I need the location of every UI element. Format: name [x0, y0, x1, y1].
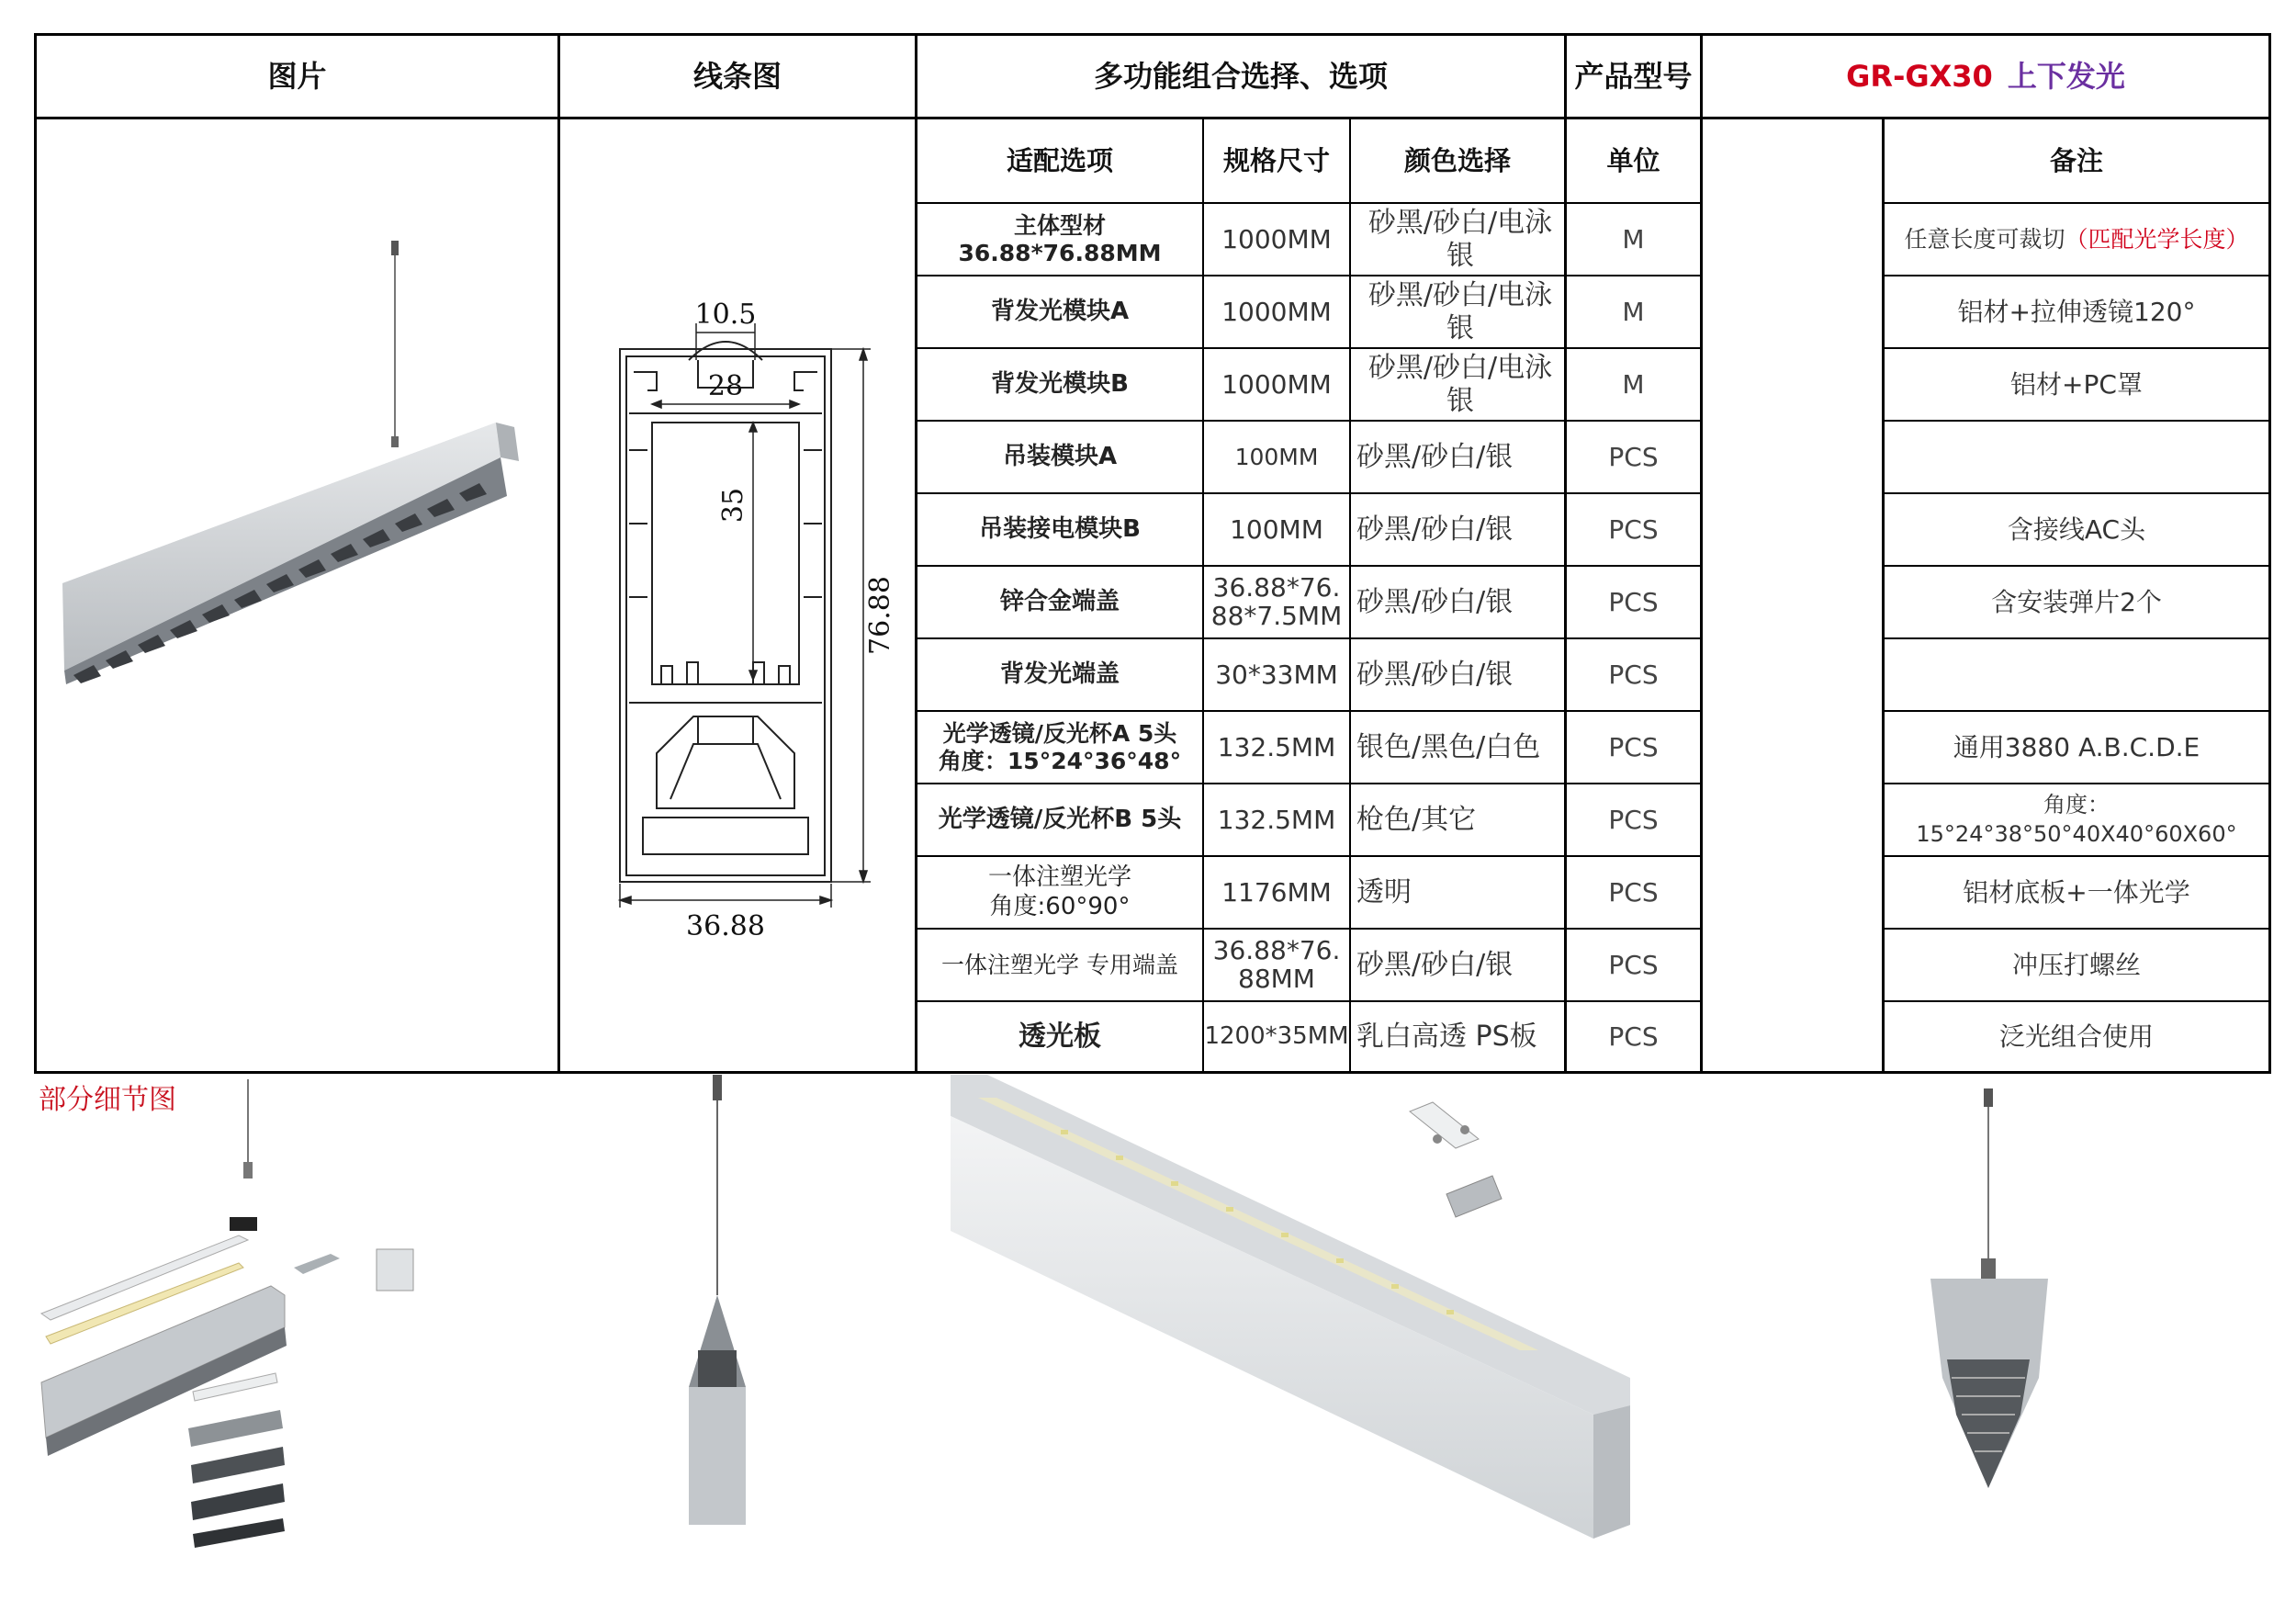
- vline-model: [1700, 33, 1703, 1074]
- row-remark-text: 任意长度可裁切: [1904, 225, 2065, 253]
- row-color: 砂黑/砂白/银: [1356, 658, 1514, 691]
- row-color: 砂黑/砂白/银: [1356, 513, 1514, 546]
- row-option: 光学透镜/反光杯A 5头 角度：15°24°36°48°: [938, 719, 1182, 774]
- row-remark: [1885, 204, 2268, 275]
- row-color: 砂黑/砂白/电泳银: [1367, 351, 1553, 417]
- row-option: 吊装接电模块B: [979, 514, 1141, 543]
- row-size: 100MM: [1230, 513, 1323, 545]
- subheader-unit: 单位: [1606, 144, 1660, 176]
- row-size: 100MM: [1234, 443, 1319, 470]
- model-title: [1703, 36, 2268, 117]
- row-option: 锌合金端盖: [999, 587, 1120, 615]
- row-option: 光学透镜/反光杯B 5头: [938, 805, 1182, 833]
- row-unit: PCS: [1608, 949, 1659, 980]
- pendant-perspective-view: [1910, 1084, 2076, 1497]
- dim-inner-width: 28: [707, 370, 744, 402]
- bar-closeup: [951, 1075, 1639, 1552]
- row-unit: PCS: [1608, 513, 1659, 545]
- table-border-bottom: [34, 1071, 2271, 1074]
- row-size: 1176MM: [1221, 876, 1332, 908]
- subheader-color: 颜色选择: [1403, 144, 1511, 176]
- row-option: 主体型材36.88*76.88MM: [958, 211, 1162, 266]
- row-unit: M: [1622, 296, 1645, 327]
- row-option: 一体注塑光学 角度:60°90°: [987, 863, 1131, 920]
- row-size: 1000MM: [1221, 296, 1332, 327]
- row-option: 背发光端盖: [999, 660, 1120, 688]
- exploded-view: [37, 1079, 441, 1557]
- model-code: GR-GX30: [1846, 58, 1993, 94]
- row-color: 透明: [1356, 875, 1412, 908]
- row-size: 1000MM: [1221, 223, 1332, 254]
- subheader-option: 适配选项: [1006, 144, 1113, 176]
- row-remark: 铝材+PC罩: [2010, 368, 2143, 400]
- model-desc: 上下发光: [2007, 58, 2125, 94]
- row-remark: 含接线AC头: [2007, 513, 2146, 545]
- row-remark: 含安装弹片2个: [1991, 586, 2162, 617]
- row-unit: M: [1622, 223, 1645, 254]
- row-color: 银色/黑色/白色: [1356, 730, 1541, 763]
- row-option: 背发光模块B: [991, 369, 1129, 398]
- dim-width: 36.88: [686, 910, 765, 942]
- row-unit: PCS: [1608, 441, 1659, 472]
- row-remark: [1885, 639, 2268, 710]
- row-remark: 铝材底板+一体光学: [1963, 876, 2190, 908]
- row-color: 砂黑/砂白/电泳银: [1367, 206, 1553, 272]
- header-picture: 图片: [267, 58, 327, 94]
- row-size: 1200*35MM: [1204, 1021, 1349, 1050]
- row-size: 1000MM: [1221, 368, 1332, 400]
- row-color: 砂黑/砂白/银: [1356, 585, 1514, 618]
- row-remark: 泛光组合使用: [1998, 1021, 2154, 1052]
- row-unit: PCS: [1608, 876, 1659, 908]
- header-model: 产品型号: [1574, 58, 1693, 94]
- row-size: 36.88*76.88*7.5MM: [1210, 571, 1343, 631]
- header-drawing: 线条图: [692, 58, 782, 94]
- row-remark: 角度：15°24°38°50°40X40°60X60°: [1916, 792, 2237, 847]
- row-size: 132.5MM: [1217, 731, 1336, 762]
- row-unit: PCS: [1608, 659, 1659, 690]
- row-unit: PCS: [1608, 586, 1659, 617]
- row-size: 30*33MM: [1215, 659, 1338, 690]
- dim-height: 76.88: [864, 576, 896, 655]
- subheader-size: 规格尺寸: [1222, 144, 1330, 176]
- row-color: 砂黑/砂白/电泳银: [1367, 278, 1553, 344]
- row-color: 乳白高透 PS板: [1356, 1020, 1537, 1053]
- table-border-right: [2268, 33, 2271, 1074]
- pendant-end-view: [661, 1075, 808, 1534]
- detail-caption: 部分细节图: [39, 1084, 176, 1116]
- row-color: 砂黑/砂白/银: [1356, 948, 1514, 981]
- header-options: 多功能组合选择、选项: [1093, 58, 1388, 94]
- row-color: 枪色/其它: [1356, 803, 1477, 836]
- row-unit: PCS: [1608, 1021, 1659, 1052]
- row-remark: 通用3880 A.B.C.D.E: [1953, 731, 2200, 762]
- row-color: 砂黑/砂白/银: [1356, 440, 1514, 473]
- dim-inner-height: 35: [717, 487, 749, 524]
- row-remark-note: （匹配光学长度）: [2065, 225, 2249, 253]
- row-size: 36.88*76.88MM: [1212, 934, 1341, 994]
- cross-section-drawing: [560, 119, 915, 1071]
- row-option: 透光板: [1019, 1020, 1101, 1053]
- dim-top: 10.5: [694, 299, 757, 331]
- row-unit: M: [1622, 368, 1645, 400]
- row-size: 132.5MM: [1217, 804, 1336, 835]
- subheader-remark: 备注: [2049, 144, 2103, 176]
- row-remark: [1885, 422, 2268, 492]
- row-unit: PCS: [1608, 804, 1659, 835]
- row-option: 背发光模块A: [990, 297, 1130, 325]
- row-remark: 冲压打螺丝: [2011, 949, 2141, 980]
- row-option: 一体注塑光学 专用端盖: [941, 951, 1178, 978]
- row-remark: 铝材+拉伸透镜120°: [1957, 296, 2196, 327]
- product-photo: [37, 119, 557, 1071]
- row-unit: PCS: [1608, 731, 1659, 762]
- row-option: 吊装模块A: [1002, 442, 1118, 470]
